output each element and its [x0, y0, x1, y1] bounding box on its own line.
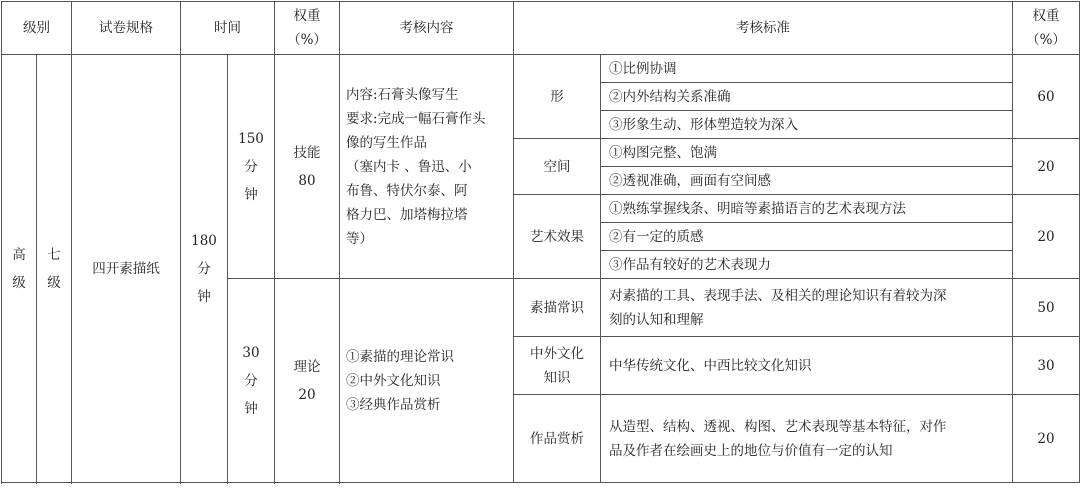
level-a-char1: 高: [12, 246, 26, 263]
total-time-number: 180: [191, 232, 217, 249]
theory-time-cell: [228, 279, 275, 483]
standard-item: [601, 279, 1013, 337]
category-cell-space: 空间: [514, 139, 601, 195]
skill-content-line: 布鲁、特伏尔泰、阿: [346, 182, 468, 199]
theory-time-number: 30: [242, 344, 260, 361]
skill-content-line: 要求:完成一幅石膏作头: [346, 110, 486, 127]
weight-cell-art-effect: 20: [1013, 195, 1080, 279]
category-cell-appreciation: 作品赏析: [514, 395, 601, 483]
standard-item-line: 刻的认知和理解: [609, 311, 704, 328]
category-line: 知识: [543, 369, 571, 386]
weight-cell-culture: 30: [1013, 337, 1080, 395]
header-weight: [275, 2, 340, 55]
level-a-char2: 级: [12, 274, 26, 291]
theory-weight-label: 理论: [293, 358, 321, 375]
skill-time-unit1: 分: [244, 158, 258, 175]
theory-content-line: ②中外文化知识: [346, 372, 441, 389]
total-time-unit1: 分: [197, 260, 211, 277]
skill-time-number: 150: [238, 130, 264, 147]
standard-item: ③形象生动、形体塑造较为深入: [601, 111, 1013, 139]
theory-time-unit2: 钟: [244, 400, 258, 417]
standard-item-line: 品及作者在绘画史上的地位与价值有一定的认知: [609, 442, 893, 459]
level-b-char1: 七: [47, 246, 61, 263]
skill-content-line: （塞内卡 、鲁迅、小: [346, 158, 472, 175]
theory-content-line: ③经典作品赏析: [346, 396, 441, 413]
header-weight2-line2: （%）: [1026, 32, 1066, 48]
standard-item: ③作品有较好的艺术表现力: [601, 251, 1013, 279]
table-row: [2, 55, 1080, 83]
weight-cell-appreciation: 20: [1013, 395, 1080, 483]
standard-item: ②有一定的质感: [601, 223, 1013, 251]
theory-time-unit1: 分: [244, 372, 258, 389]
standard-item: ②透视准确，画面有空间感: [601, 167, 1013, 195]
theory-content-cell: [340, 279, 514, 483]
standard-item: ①熟练掌握线条、明暗等素描语言的艺术表现方法: [601, 195, 1013, 223]
category-cell-sketch-knowledge: 素描常识: [514, 279, 601, 337]
standard-item-line: 从造型、结构、透视、构图、艺术表现等基本特征，对作: [609, 418, 947, 435]
theory-weight-value: 20: [298, 386, 316, 403]
category-line: 中外文化: [530, 345, 584, 362]
standard-item: [601, 395, 1013, 483]
header-paper-spec: 试卷规格: [72, 2, 181, 55]
level-cell-a: [2, 55, 37, 483]
skill-time-unit2: 钟: [244, 186, 258, 203]
skill-content-cell: [340, 55, 514, 279]
exam-spec-table: [1, 1, 1080, 483]
standard-item: 中华传统文化、中西比较文化知识: [601, 337, 1013, 395]
total-time-unit2: 钟: [197, 288, 211, 305]
header-content: 考核内容: [340, 2, 514, 55]
standard-item-line: 对素描的工具、表现手法、及相关的理论知识有着较为深: [609, 287, 947, 304]
standard-item: ①构图完整、饱满: [601, 139, 1013, 167]
total-time-cell: [181, 55, 228, 483]
header-weight2: [1013, 2, 1080, 55]
skill-content-line: 格力巴、加塔梅拉塔: [346, 206, 468, 223]
skill-content-line: 像的写生作品: [346, 134, 427, 151]
skill-weight-cell: [275, 55, 340, 279]
header-weight-line1: 权重: [293, 8, 321, 24]
category-cell-art-effect: 艺术效果: [514, 195, 601, 279]
weight-cell-space: 20: [1013, 139, 1080, 195]
skill-weight-label: 技能: [293, 144, 321, 161]
skill-time-cell: [228, 55, 275, 279]
theory-content-line: ①素描的理论常识: [346, 348, 454, 365]
level-b-char2: 级: [47, 274, 61, 291]
header-weight2-line1: 权重: [1032, 8, 1060, 24]
standard-item: ①比例协调: [601, 55, 1013, 83]
skill-content-line: 内容:石膏头像写生: [346, 86, 459, 103]
theory-weight-cell: [275, 279, 340, 483]
header-weight-line2: （%）: [287, 32, 327, 48]
header-level: 级别: [2, 2, 72, 55]
weight-cell-sketch-knowledge: 50: [1013, 279, 1080, 337]
skill-content-line: 等）: [346, 230, 373, 247]
header-time: 时间: [181, 2, 275, 55]
level-cell-b: [37, 55, 72, 483]
weight-cell-shape: 60: [1013, 55, 1080, 139]
paper-spec-cell: 四开素描纸: [72, 55, 181, 483]
header-standard: 考核标准: [514, 2, 1013, 55]
skill-weight-value: 80: [298, 172, 316, 189]
category-cell-culture: [514, 337, 601, 395]
header-row: [2, 2, 1080, 55]
standard-item: ②内外结构关系准确: [601, 83, 1013, 111]
category-cell-shape: 形: [514, 55, 601, 139]
